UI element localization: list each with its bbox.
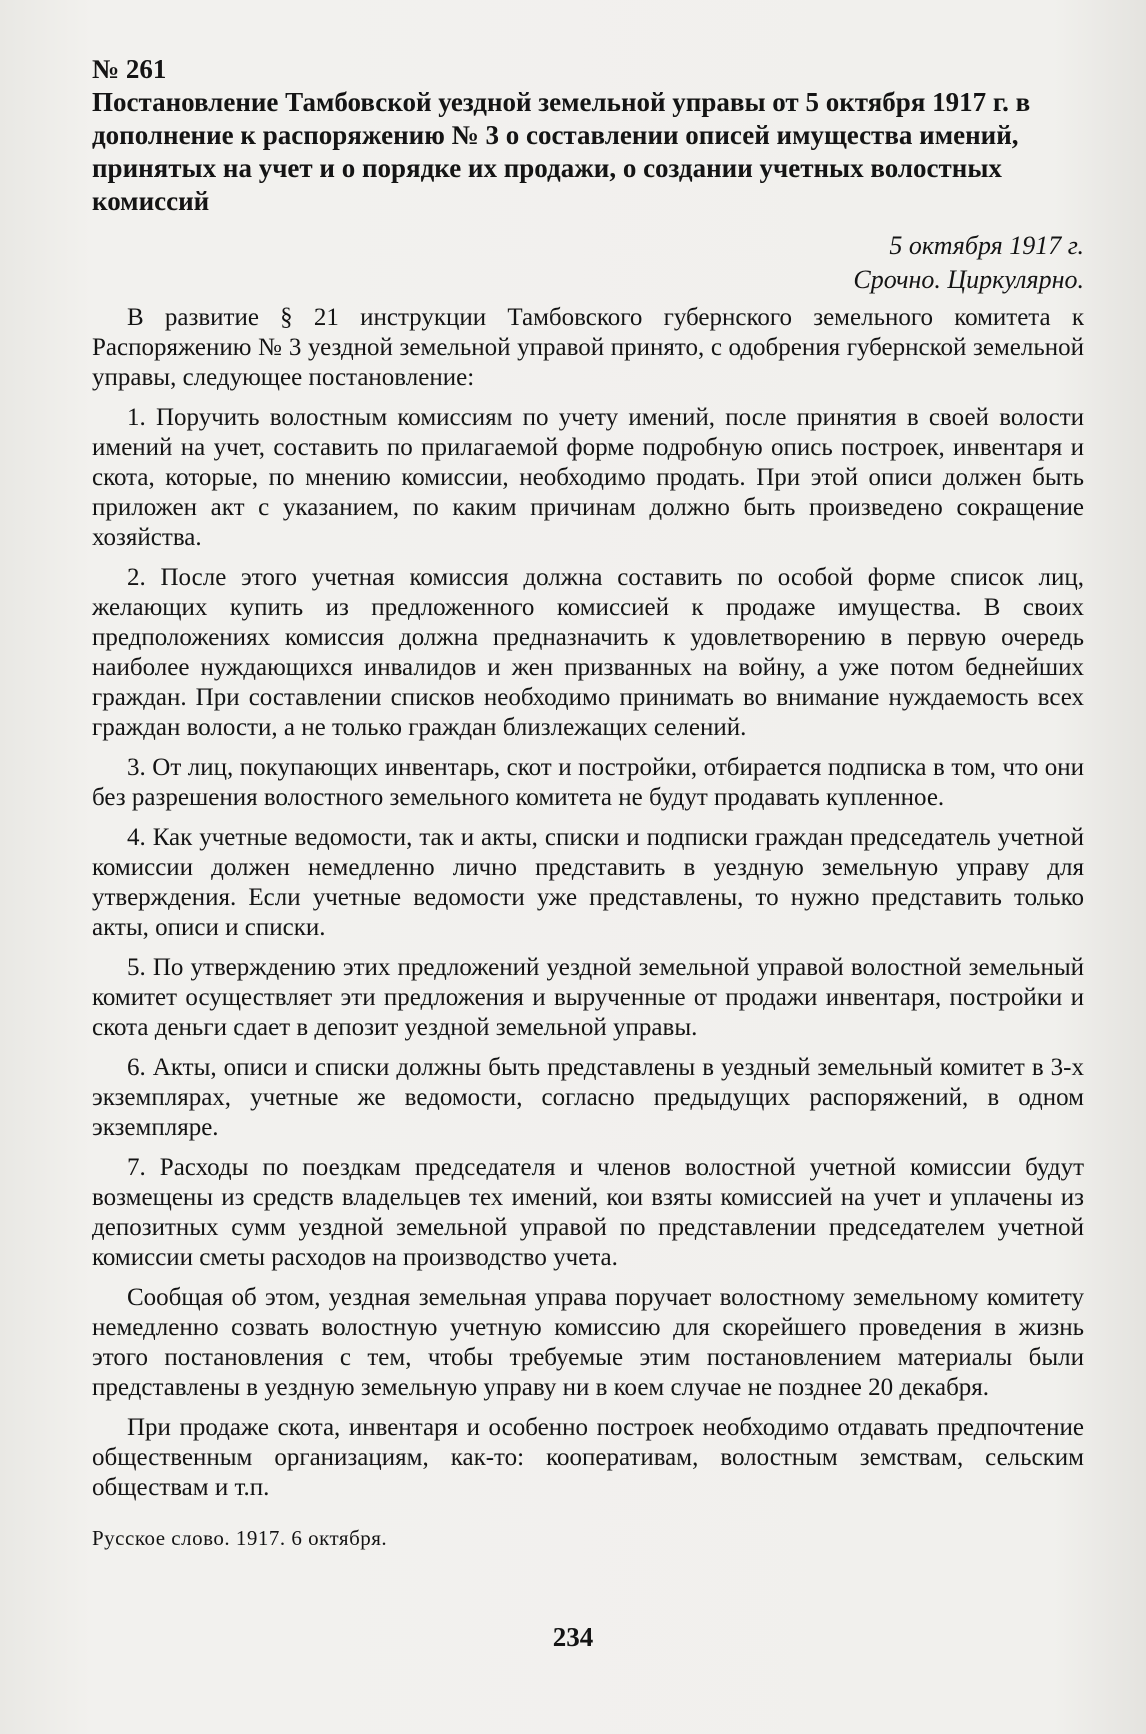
paragraph-item-1: 1. Поручить волостным комиссиям по учету имений, после принятия в своей волости имений на учет, составить по прилагаемой форме подробную опись построек, инвентаря и скота, которые, по мнению комиссии, необходимо продать. При этой описи должен быть приложен акт с указанием, по каким причинам должно быть произведено сокращение хозяйства. (92, 404, 1084, 551)
paragraph-item-7: 7. Расходы по поездкам председателя и членов волостной учетной комиссии будут возмещены из средств владельцев тех имений, кои взяты комиссией на учет и уплачены из депозитных сумм уездной земельной управой по представлении председателем учетной комиссии сметы расходов на производство учета. (92, 1154, 1084, 1271)
document-marks: Срочно. Циркулярно. (853, 265, 1084, 294)
paragraph-sale-priority: При продаже скота, инвентаря и особенно построек необходимо отдавать предпочтение общественным организациям, как-то: кооперативам, волостным земствам, сельским обществам и т.п. (92, 1414, 1084, 1501)
document-title: Постановление Тамбовской уездной земельной управы от 5 октября 1917 г. в дополнение к распоряжению № 3 о составлении описей имущества имений, принятых на учет и о порядке их продажи, о создании учетных волостных комиссий (92, 87, 1031, 216)
paragraph-item-6: 6. Акты, описи и списки должны быть представлены в уездный земельный комитет в 3-х экземплярах, учетные же ведомости, согласно предыдущих распоряжений, в одном экземпляре. (92, 1054, 1084, 1141)
paragraph-intro: В развитие § 21 инструкции Тамбовского губернского земельного комитета к Распоряжению № 3 уездной земельной управой принято, с одобрения губернской земельной управы, следующее постановление: (92, 304, 1084, 391)
paragraph-item-2: 2. После этого учетная комиссия должна составить по особой форме список лиц, желающих купить из предложенного комиссией к продаже имущества. В своих предположениях комиссия должна предназначить к удовлетворению в первую очередь наиболее нуждающихся инвалидов и жен призванных на войну, а уже потом беднейших граждан. При составлении списков необходимо принимать во внимание нуждаемость всех граждан волости, а не только граждан близлежащих селений. (92, 564, 1084, 741)
paragraph-item-4: 4. Как учетные ведомости, так и акты, списки и подписки граждан председатель учетной комиссии должен немедленно лично представить в уездную земельную управу для утверждения. Если учетные ведомости уже представлены, то нужно представить только акты, описи и списки. (92, 824, 1084, 941)
paragraph-conclusion: Сообщая об этом, уездная земельная управа поручает волостному земельному комитету немедленно созвать волостную учетную комиссию для скорейшего проведения в жизнь этого постановления с тем, чтобы требуемые этим постановлением материалы были представлены в уездную земельную управу ни в коем случае не позднее 20 декабря. (92, 1284, 1084, 1401)
document-body (92, 52, 1084, 1551)
paragraph-item-3: 3. От лиц, покупающих инвентарь, скот и постройки, отбирается подписка в том, что они без разрешения волостного земельного комитета не будут продавать купленное. (92, 754, 1084, 811)
document-date: 5 октября 1917 г. (889, 231, 1084, 260)
source-citation: Русское слово. 1917. 6 октября. (92, 1526, 388, 1550)
paragraph-item-5: 5. По утверждению этих предложений уездной земельной управой волостной земельный комитет осуществляет эти предложения и вырученные от продажи инвентаря, постройки и скота деньги сдает в депозит уездной земельной управы. (92, 954, 1084, 1041)
document-number: № 261 (92, 54, 167, 84)
page-number: 234 (552, 1622, 594, 1652)
